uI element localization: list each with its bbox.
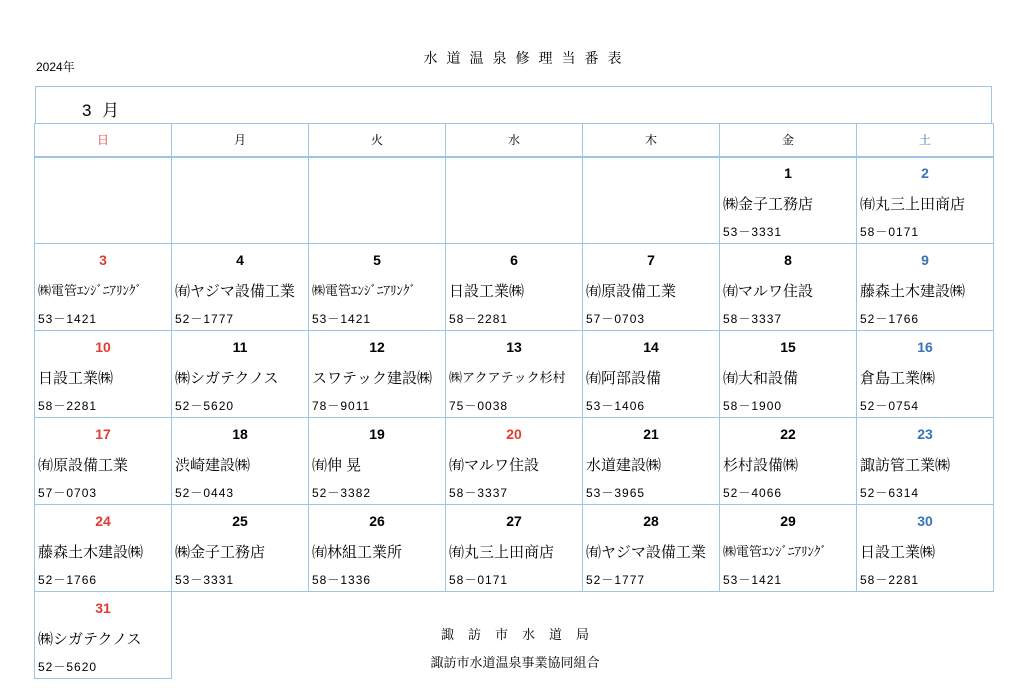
calendar-day-cell [34, 330, 172, 418]
company-name: ㈲原設備工業 [586, 283, 677, 300]
year-label: 2024年 [36, 60, 75, 74]
calendar-day-cell [719, 504, 857, 592]
company-name: ㈲林組工業所 [312, 544, 403, 561]
calendar-empty-cell [445, 156, 583, 244]
day-number: 9 [921, 252, 929, 268]
phone-number: 53－3965 [586, 486, 646, 500]
weekday-header-row [35, 123, 993, 158]
phone-number: 58－0171 [860, 225, 920, 239]
calendar-day-cell [308, 504, 446, 592]
calendar-day-cell [719, 243, 857, 331]
day-number: 22 [780, 426, 796, 442]
calendar-day-cell [856, 156, 994, 244]
calendar-day-cell [719, 417, 857, 505]
phone-number: 52－5620 [175, 399, 235, 413]
day-number: 16 [917, 339, 933, 355]
phone-number: 58－3337 [723, 312, 783, 326]
day-number: 17 [95, 426, 111, 442]
page-title: 水道温泉修理当番表 [423, 50, 631, 66]
month-label: 3 月 [82, 101, 123, 120]
company-name: ㈲伸 晃 [312, 457, 362, 474]
calendar-day-cell [308, 417, 446, 505]
company-name: 渋崎建設㈱ [175, 457, 251, 474]
company-name: ㈲丸三上田商店 [449, 544, 555, 561]
footer-office: 諏訪市水道局 [440, 627, 603, 642]
company-name: スワテック建設㈱ [312, 370, 433, 387]
day-number: 24 [95, 513, 111, 529]
day-number: 11 [232, 339, 248, 355]
phone-number: 52－1766 [860, 312, 920, 326]
company-name: 日設工業㈱ [449, 283, 525, 300]
phone-number: 52－3382 [312, 486, 372, 500]
company-name: ㈱電管ｴﾝｼﾞﾆｱﾘﾝｸﾞ [723, 544, 828, 559]
phone-number: 57－0703 [38, 486, 98, 500]
company-name: ㈲原設備工業 [38, 457, 129, 474]
phone-number: 58－3337 [449, 486, 509, 500]
day-number: 3 [99, 252, 107, 268]
calendar-day-cell [856, 243, 994, 331]
day-number: 5 [373, 252, 381, 268]
calendar-day-cell [308, 243, 446, 331]
phone-number: 52－5620 [38, 660, 98, 674]
weekday-friday: 金 [719, 123, 857, 158]
day-number: 19 [369, 426, 385, 442]
day-number: 2 [921, 165, 929, 181]
calendar-empty-cell [34, 156, 172, 244]
phone-number: 52－0754 [860, 399, 920, 413]
company-name: 藤森土木建設㈱ [860, 283, 966, 300]
calendar-day-cell [445, 243, 583, 331]
company-name: ㈱アクアテック杉村 [449, 370, 566, 385]
calendar-day-cell [34, 243, 172, 331]
day-number: 23 [917, 426, 933, 442]
calendar-day-cell [856, 417, 994, 505]
phone-number: 53－1421 [312, 312, 372, 326]
company-name: ㈲マルワ住設 [723, 283, 814, 300]
company-name: 日設工業㈱ [860, 544, 936, 561]
calendar-day-cell [582, 330, 720, 418]
company-name: 日設工業㈱ [38, 370, 114, 387]
company-name: ㈱金子工務店 [175, 544, 266, 561]
phone-number: 53－1406 [586, 399, 646, 413]
company-name: 諏訪管工業㈱ [860, 457, 951, 474]
calendar-day-cell [582, 504, 720, 592]
weekday-wednesday: 水 [445, 123, 583, 158]
phone-number: 52－0443 [175, 486, 235, 500]
phone-number: 58－1336 [312, 573, 372, 587]
day-number: 8 [784, 252, 792, 268]
day-number: 27 [506, 513, 522, 529]
day-number: 1 [784, 165, 792, 181]
company-name: 倉島工業㈱ [860, 370, 936, 387]
phone-number: 52－4066 [723, 486, 783, 500]
calendar-day-cell [582, 243, 720, 331]
footer-association: 諏訪市水道温泉事業協同組合 [430, 655, 600, 670]
calendar-day-cell [719, 156, 857, 244]
calendar-day-cell [171, 330, 309, 418]
company-name: ㈱金子工務店 [723, 196, 814, 213]
day-number: 12 [369, 339, 385, 355]
weekday-monday: 月 [171, 123, 309, 158]
phone-number: 58－2281 [38, 399, 98, 413]
phone-number: 53－3331 [175, 573, 235, 587]
day-number: 4 [236, 252, 244, 268]
day-number: 14 [643, 339, 659, 355]
calendar-grid [35, 157, 993, 679]
phone-number: 58－0171 [449, 573, 509, 587]
day-number: 21 [643, 426, 659, 442]
calendar-day-cell [445, 417, 583, 505]
phone-number: 58－1900 [723, 399, 783, 413]
month-header [35, 86, 992, 124]
phone-number: 52－1766 [38, 573, 98, 587]
calendar-day-cell [582, 417, 720, 505]
day-number: 25 [232, 513, 248, 529]
phone-number: 57－0703 [586, 312, 646, 326]
phone-number: 53－3331 [723, 225, 783, 239]
calendar-empty-cell [582, 156, 720, 244]
day-number: 18 [232, 426, 248, 442]
company-name: ㈲大和設備 [723, 370, 799, 387]
day-number: 30 [917, 513, 933, 529]
calendar-day-cell [34, 504, 172, 592]
calendar-day-cell [719, 330, 857, 418]
weekday-sunday: 日 [34, 123, 172, 158]
calendar-day-cell [445, 504, 583, 592]
day-number: 7 [647, 252, 655, 268]
company-name: 藤森土木建設㈱ [38, 544, 144, 561]
company-name: ㈲マルワ住設 [449, 457, 540, 474]
calendar-day-cell [308, 330, 446, 418]
day-number: 31 [95, 600, 111, 616]
company-name: ㈲ヤジマ設備工業 [175, 283, 295, 300]
day-number: 15 [780, 339, 796, 355]
calendar-day-cell [171, 417, 309, 505]
calendar-empty-cell [308, 156, 446, 244]
day-number: 13 [506, 339, 522, 355]
phone-number: 52－1777 [586, 573, 646, 587]
company-name: ㈲阿部設備 [586, 370, 662, 387]
company-name: ㈲丸三上田商店 [860, 196, 966, 213]
company-name: ㈲ヤジマ設備工業 [586, 544, 706, 561]
day-number: 26 [369, 513, 385, 529]
company-name: ㈱電管ｴﾝｼﾞﾆｱﾘﾝｸﾞ [38, 283, 143, 298]
weekday-saturday: 土 [856, 123, 994, 158]
day-number: 20 [506, 426, 522, 442]
phone-number: 53－1421 [38, 312, 98, 326]
company-name: 水道建設㈱ [586, 457, 662, 474]
phone-number: 75－0038 [449, 399, 509, 413]
calendar-day-cell [856, 504, 994, 592]
day-number: 29 [780, 513, 796, 529]
phone-number: 58－2281 [449, 312, 509, 326]
company-name: ㈱電管ｴﾝｼﾞﾆｱﾘﾝｸﾞ [312, 283, 417, 298]
weekday-tuesday: 火 [308, 123, 446, 158]
calendar-day-cell [856, 330, 994, 418]
phone-number: 58－2281 [860, 573, 920, 587]
phone-number: 52－6314 [860, 486, 920, 500]
calendar-day-cell [34, 417, 172, 505]
company-name: ㈱シガテクノス [38, 631, 142, 648]
calendar-day-cell [171, 243, 309, 331]
calendar-empty-cell [171, 156, 309, 244]
calendar-day-cell [445, 330, 583, 418]
calendar-day-cell [171, 504, 309, 592]
phone-number: 52－1777 [175, 312, 235, 326]
day-number: 6 [510, 252, 518, 268]
weekday-thursday: 木 [582, 123, 720, 158]
company-name: ㈱シガテクノス [175, 370, 279, 387]
day-number: 28 [643, 513, 659, 529]
phone-number: 53－1421 [723, 573, 783, 587]
day-number: 10 [95, 339, 111, 355]
phone-number: 78－9011 [312, 399, 371, 413]
company-name: 杉村設備㈱ [723, 457, 799, 474]
